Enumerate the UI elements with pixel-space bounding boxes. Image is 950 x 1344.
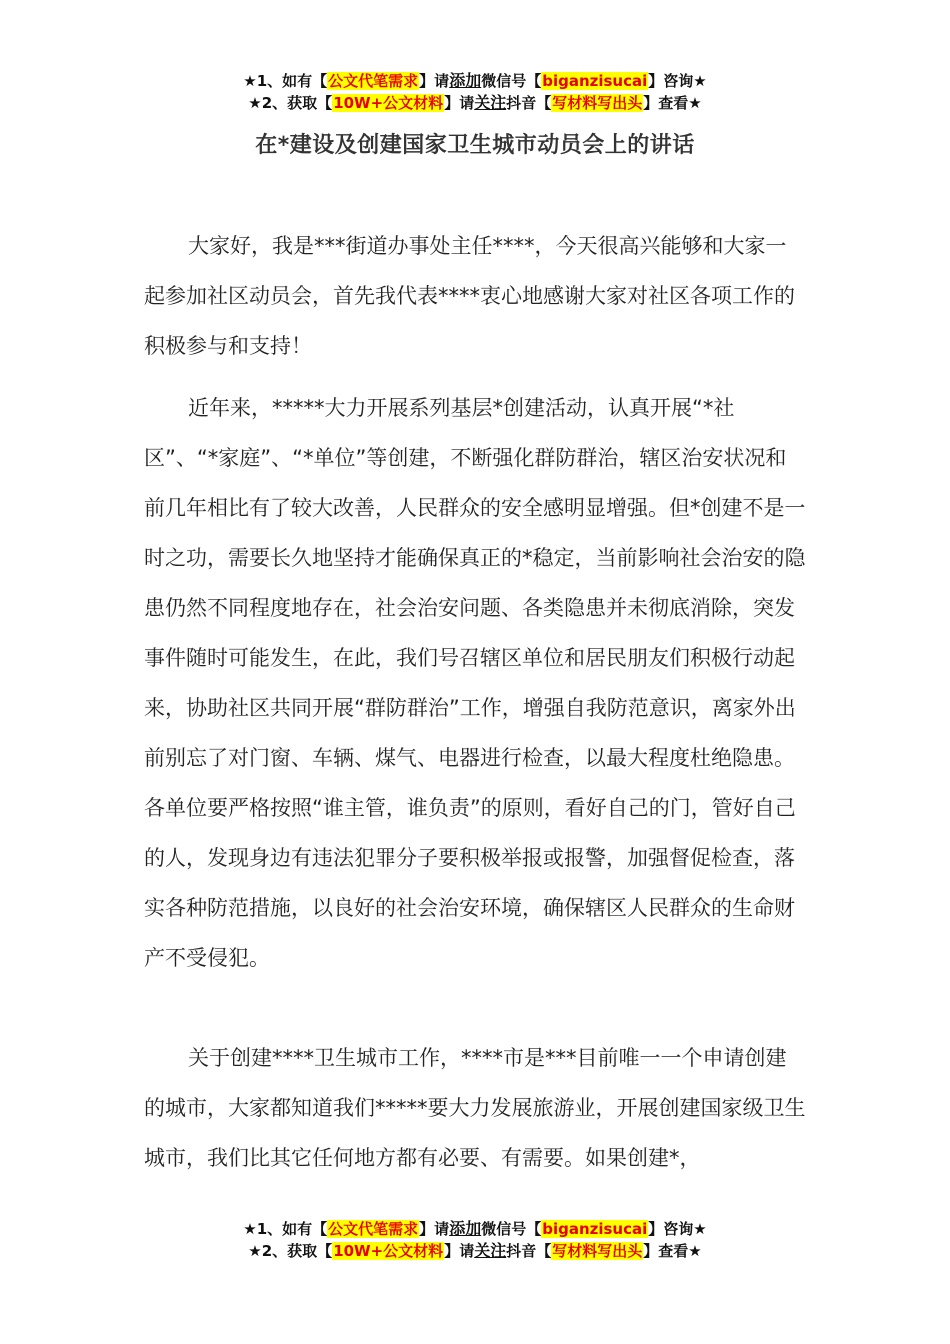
banner-text: 抖音【 <box>506 94 552 112</box>
body-paragraph <box>144 383 806 983</box>
highlight-wechat-id: biganzisucai <box>542 1220 648 1238</box>
banner-text: 】查看★ <box>643 94 702 112</box>
banner-text: ★1、如有【 <box>243 72 328 90</box>
banner-text: 】查看★ <box>643 1242 702 1260</box>
banner-text: ★2、获取【 <box>248 1242 333 1260</box>
body-paragraph <box>144 1033 806 1183</box>
banner-text: 抖音【 <box>506 1242 552 1260</box>
banner-line-2 <box>0 92 950 114</box>
highlight-wechat-id: biganzisucai <box>542 72 648 90</box>
emphasis-text: 添加 <box>449 71 482 90</box>
highlight-service: 公文代笔需求 <box>328 72 419 90</box>
footer-banner <box>0 1218 950 1262</box>
banner-text: 】咨询★ <box>648 1220 707 1238</box>
banner-text: 】请 <box>444 94 475 112</box>
banner-text: 微信号【 <box>481 1220 542 1238</box>
highlight-service: 公文代笔需求 <box>328 1220 419 1238</box>
highlight-douyin-account: 写材料写出头 <box>552 94 643 112</box>
highlight-douyin-account: 写材料写出头 <box>552 1242 643 1260</box>
highlight-materials: 10W+公文材料 <box>333 94 444 112</box>
banner-text: ★2、获取【 <box>248 94 333 112</box>
banner-line-1 <box>0 70 950 92</box>
emphasis-text: 关注 <box>474 1241 507 1260</box>
highlight-materials: 10W+公文材料 <box>333 1242 444 1260</box>
banner-text: 微信号【 <box>481 72 542 90</box>
banner-text: 】咨询★ <box>648 72 707 90</box>
page-title: 在*建设及创建国家卫生城市动员会上的讲话 <box>255 133 695 158</box>
banner-text: 】请 <box>419 72 450 90</box>
emphasis-text: 关注 <box>474 93 507 112</box>
banner-text: 】请 <box>419 1220 450 1238</box>
header-banner <box>0 70 950 114</box>
paragraph-text: 近年来，*****大力开展系列基层*创建活动，认真开展“*社区”、“*家庭”、“*单位”等创建，不断强化群防群治，辖区治安状况和前几年相比有了较大改善，人民群众的安全感明显增强。但*创建不是一时之功，需要长久地坚持才能确保真正的*稳定，当前影响社会治安的隐患仍然不同程度地存在，社会治安问题、各类隐患并未彻底消除，突发事件随时可能发生，在此，我们号召辖区单位和居民朋友们积极行动起来，协助社区共同开展“群防群治”工作，增强自我防范意识，离家外出前别忘了对门窗、车辆、煤气、电器进行检查，以最大程度杜绝隐患。各单位要严格按照“谁主管，谁负责”的原则，看好自己的门，管好自己的人，发现身边有违法犯罪分子要积极举报或报警，加强督促检查，落实各种防范措施，以良好的社会治安环境，确保辖区人民群众的生命财产不受侵犯。 <box>144 396 806 970</box>
paragraph-text: 大家好，我是***街道办事处主任****，今天很高兴能够和大家一起参加社区动员会，首先我代表****衷心地感谢大家对社区各项工作的积极参与和支持！ <box>144 234 795 358</box>
banner-text: ★1、如有【 <box>243 1220 328 1238</box>
paragraph-text: 关于创建****卫生城市工作，****市是***目前唯一一个申请创建的城市，大家都知道我们*****要大力发展旅游业，开展创建国家级卫生城市，我们比其它任何地方都有必要、有需要。如果创建*， <box>144 1046 806 1170</box>
banner-line-2 <box>0 1240 950 1262</box>
body-paragraph <box>144 221 806 371</box>
banner-text: 】请 <box>444 1242 475 1260</box>
emphasis-text: 添加 <box>449 1219 482 1238</box>
banner-line-1 <box>0 1218 950 1240</box>
